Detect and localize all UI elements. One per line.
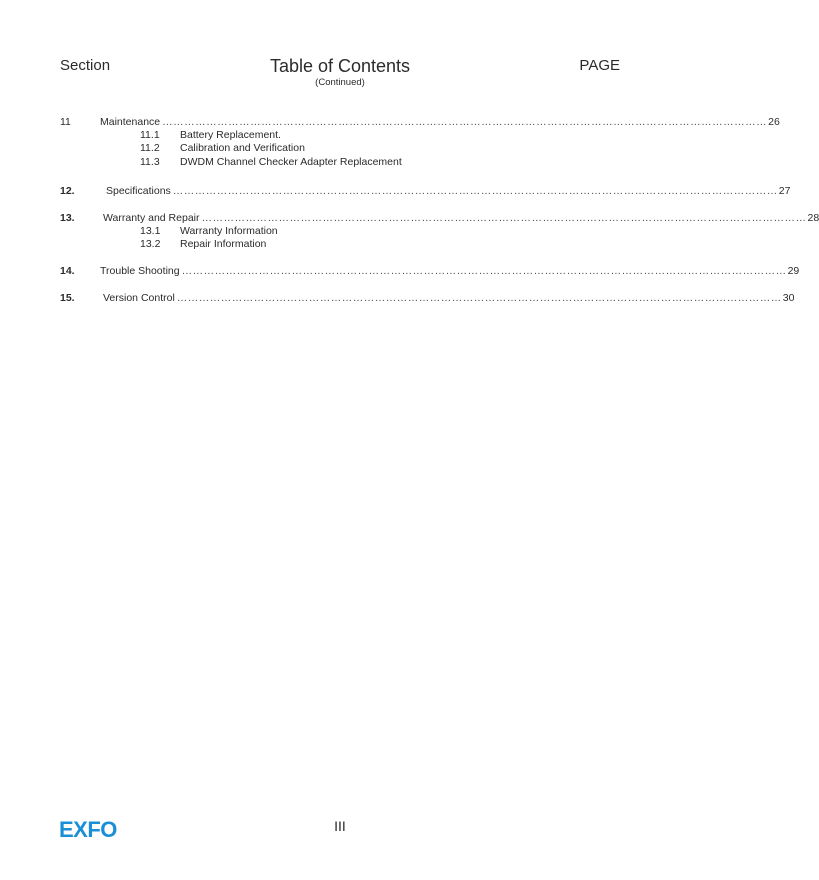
toc-entry-page: 28 <box>807 212 819 224</box>
toc-entry-number: 11 <box>60 116 71 128</box>
toc-subentry-number: 13.2 <box>140 238 161 250</box>
toc-entry-page: 27 <box>778 185 791 197</box>
toc-entry-page: 30 <box>782 292 795 304</box>
toc-entry-maintenance[interactable] <box>60 116 780 130</box>
section-column-header: Section <box>60 57 111 74</box>
toc-subentry-number: 13.1 <box>140 225 161 237</box>
toc-subentry-title: Warranty Information <box>180 225 278 237</box>
toc-entry-page: 29 <box>787 265 800 277</box>
page-number: III <box>334 818 346 834</box>
toc-leader-dots: ………………………………………………………………………………………………………………………………………………… <box>172 185 778 197</box>
toc-entry-title: Warranty and Repair <box>103 212 200 224</box>
toc-leader-dots: ………………………………………………………………………………………………………………………………………………… <box>176 292 782 304</box>
toc-entry-title: Specifications <box>106 185 171 197</box>
toc-entry-version-control[interactable] <box>60 292 795 306</box>
toc-subentry-number: 11.2 <box>140 142 160 154</box>
toc-subentry-number: 11.3 <box>140 156 160 168</box>
toc-entry-number: 13. <box>60 212 75 224</box>
toc-entry-title: Version Control <box>103 292 175 304</box>
toc-entry-number: 15. <box>60 292 75 304</box>
page-column-header: PAGE <box>579 57 620 74</box>
toc-entry-title: Maintenance <box>100 116 161 128</box>
toc-entry-page: 26 <box>768 116 780 128</box>
toc-entry-title: Trouble Shooting <box>100 265 180 277</box>
page-subtitle: (Continued) <box>315 77 365 88</box>
toc-subentry-title: Calibration and Verification <box>180 142 305 154</box>
toc-entry-specifications[interactable] <box>60 185 791 199</box>
toc-leader-dots: ………………………………………………………………………………………………………………………………………………… <box>162 116 768 128</box>
toc-leader-dots: ………………………………………………………………………………………………………………………………………………… <box>181 265 787 277</box>
toc-subentry-title: Repair Information <box>180 238 267 250</box>
page-title: Table of Contents <box>269 56 411 76</box>
toc-entry-number: 14. <box>60 265 75 277</box>
toc-entry-warranty-repair[interactable] <box>60 212 819 226</box>
toc-entry-number: 12. <box>60 185 75 197</box>
toc-subentry-title: DWDM Channel Checker Adapter Replacement <box>180 156 402 168</box>
toc-subentry-title: Battery Replacement. <box>180 129 281 141</box>
toc-subentry-number: 11.1 <box>140 129 160 141</box>
exfo-logo: EXFO <box>59 817 117 842</box>
toc-entry-trouble-shooting[interactable] <box>60 265 800 279</box>
toc-leader-dots: ………………………………………………………………………………………………………………………………………………… <box>201 212 807 224</box>
